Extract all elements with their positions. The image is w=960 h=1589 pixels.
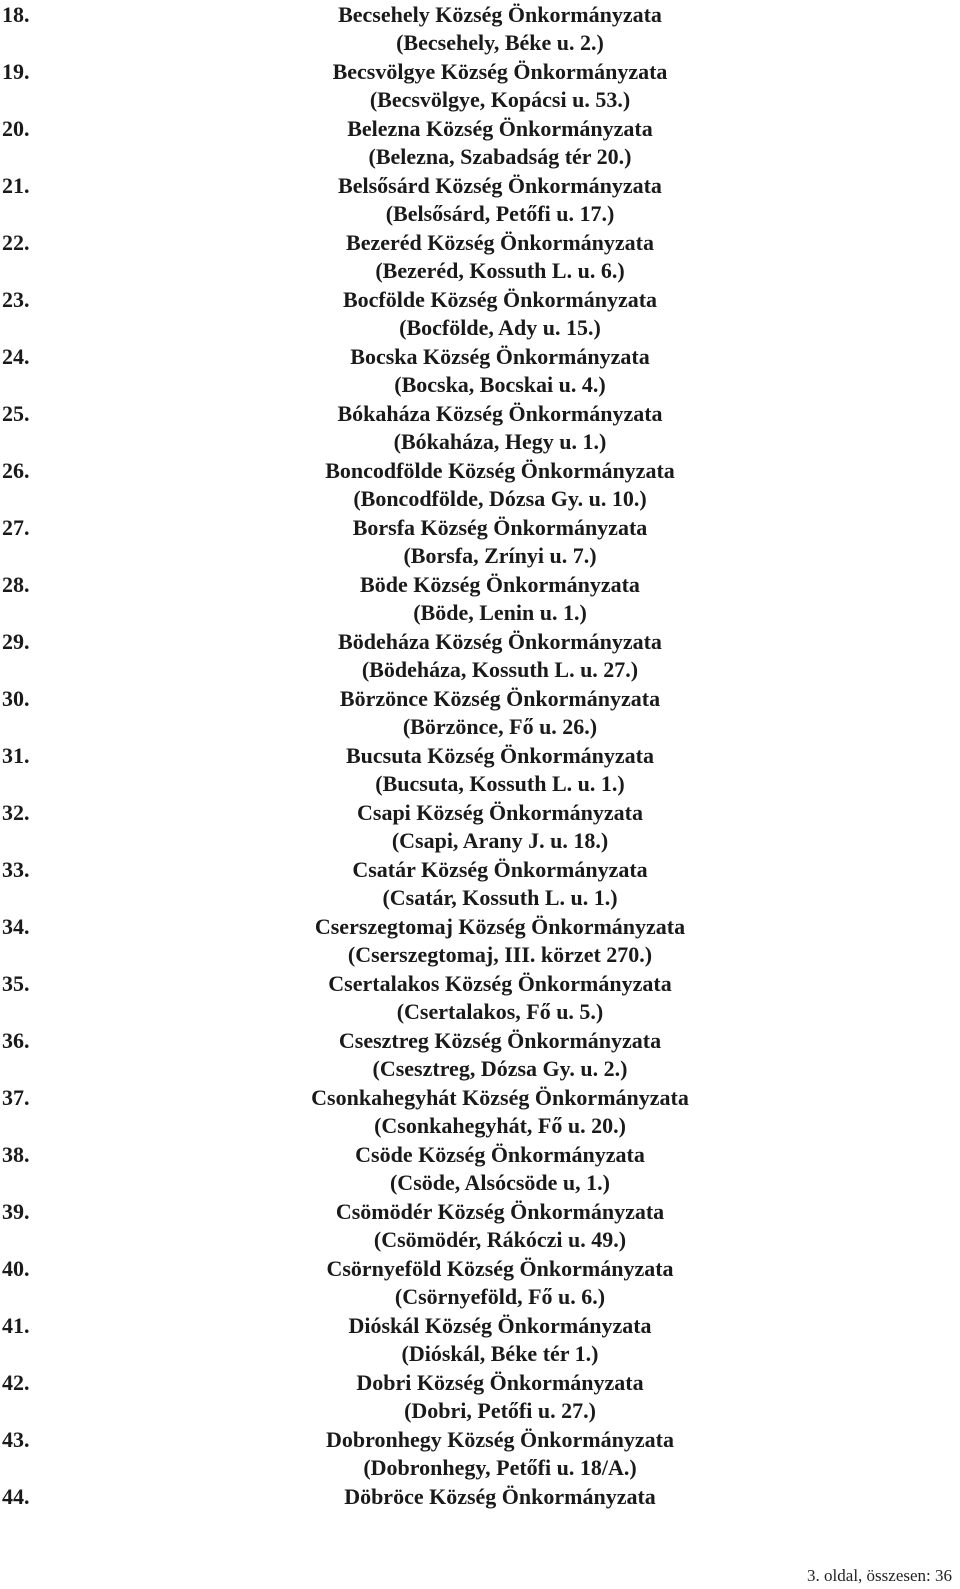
municipality-address: (Belsősárd, Petőfi u. 17.) (385, 201, 615, 226)
municipality-name: Bödeháza Község Önkormányzata (338, 629, 662, 654)
entry-number: 23. (2, 287, 30, 312)
municipality-name: Csonkahegyhát Község Önkormányzata (311, 1085, 689, 1110)
municipality-address: (Bókaháza, Hegy u. 1.) (393, 429, 607, 454)
municipality-name: Bocfölde Község Önkormányzata (342, 287, 658, 312)
entry-number: 40. (2, 1256, 30, 1281)
municipality-address: (Becsehely, Béke u. 2.) (396, 30, 604, 55)
entry-number: 27. (2, 515, 30, 540)
municipality-address: (Bezeréd, Kossuth L. u. 6.) (375, 258, 625, 283)
municipality-address: (Csörnyeföld, Fő u. 6.) (394, 1284, 606, 1309)
entry-number: 37. (2, 1085, 30, 1110)
municipality-address: (Bucsuta, Kossuth L. u. 1.) (375, 771, 625, 796)
entry-number: 18. (2, 2, 30, 27)
list-item (0, 1027, 960, 1084)
municipality-name: Borsfa Község Önkormányzata (352, 515, 648, 540)
entry-number: 34. (2, 914, 30, 939)
page-footer: 3. oldal, összesen: 36 (807, 1566, 952, 1585)
entry-number: 30. (2, 686, 30, 711)
list-item (0, 628, 960, 685)
municipality-address: (Csatár, Kossuth L. u. 1.) (382, 885, 618, 910)
list-item (0, 913, 960, 970)
municipality-name: Csapi Község Önkormányzata (357, 800, 643, 825)
municipality-address: (Csöde, Alsócsöde u, 1.) (389, 1170, 610, 1195)
list-item (0, 685, 960, 742)
list-item (0, 799, 960, 856)
municipality-name: Börzönce Község Önkormányzata (339, 686, 661, 711)
municipality-address: (Dobri, Petőfi u. 27.) (404, 1398, 596, 1423)
municipality-address: (Csömödér, Rákóczi u. 49.) (373, 1227, 627, 1252)
municipality-address: (Böde, Lenin u. 1.) (413, 600, 587, 625)
list-item (0, 514, 960, 571)
municipality-name: Bezeréd Község Önkormányzata (346, 230, 654, 255)
entry-number: 32. (2, 800, 30, 825)
municipality-name: Dobri Község Önkormányzata (356, 1370, 644, 1395)
municipality-name: Csörnyeföld Község Önkormányzata (326, 1256, 674, 1281)
list-item (0, 970, 960, 1027)
municipality-address: (Borsfa, Zrínyi u. 7.) (403, 543, 597, 568)
municipality-name: Csertalakos Község Önkormányzata (328, 971, 672, 996)
entry-number: 31. (2, 743, 30, 768)
entry-number: 26. (2, 458, 30, 483)
municipality-address: (Belezna, Szabadság tér 20.) (368, 144, 632, 169)
municipality-address: (Boncodfölde, Dózsa Gy. u. 10.) (353, 486, 647, 511)
municipality-address: (Csesztreg, Dózsa Gy. u. 2.) (372, 1056, 628, 1081)
municipality-address: (Cserszegtomaj, III. körzet 270.) (347, 942, 653, 967)
list-item (0, 1, 960, 58)
list-item (0, 115, 960, 172)
municipality-name: Dióskál Község Önkormányzata (348, 1313, 652, 1338)
municipality-address: (Csapi, Arany J. u. 18.) (391, 828, 609, 853)
list-item (0, 343, 960, 400)
list-item (0, 742, 960, 799)
municipality-name: Bókaháza Község Önkormányzata (337, 401, 663, 426)
municipality-address: (Dobronhegy, Petőfi u. 18/A.) (363, 1455, 637, 1480)
municipality-name: Belsősárd Község Önkormányzata (338, 173, 662, 198)
list-item (0, 58, 960, 115)
list-item (0, 1084, 960, 1141)
entry-number: 43. (2, 1427, 30, 1452)
entry-number: 41. (2, 1313, 30, 1338)
municipality-address: (Börzönce, Fő u. 26.) (402, 714, 598, 739)
municipality-name: Boncodfölde Község Önkormányzata (325, 458, 675, 483)
list-item (0, 229, 960, 286)
list-item (0, 1426, 960, 1483)
entry-number: 29. (2, 629, 30, 654)
entry-number: 39. (2, 1199, 30, 1224)
entry-number: 28. (2, 572, 30, 597)
entry-number: 24. (2, 344, 30, 369)
list-item (0, 457, 960, 514)
municipality-address: (Csertalakos, Fő u. 5.) (396, 999, 604, 1024)
list-item (0, 286, 960, 343)
municipality-name: Csatár Község Önkormányzata (352, 857, 648, 882)
entry-number: 19. (2, 59, 30, 84)
municipality-name: Csömödér Község Önkormányzata (335, 1199, 665, 1224)
municipality-name: Cserszegtomaj Község Önkormányzata (314, 914, 686, 939)
list-item (0, 172, 960, 229)
entry-number: 33. (2, 857, 30, 882)
list-item (0, 1198, 960, 1255)
list-item (0, 1141, 960, 1198)
entry-number: 25. (2, 401, 30, 426)
municipality-name: Belezna Község Önkormányzata (347, 116, 653, 141)
municipality-name: Böde Község Önkormányzata (360, 572, 640, 597)
municipality-address: (Bödeháza, Kossuth L. u. 27.) (361, 657, 639, 682)
municipality-name: Bocska Község Önkormányzata (350, 344, 650, 369)
municipality-name: Becsvölgye Község Önkormányzata (332, 59, 668, 84)
municipality-address: (Bocska, Bocskai u. 4.) (394, 372, 606, 397)
entry-number: 36. (2, 1028, 30, 1053)
entry-number: 21. (2, 173, 30, 198)
entry-number: 42. (2, 1370, 30, 1395)
municipality-address: (Becsvölgye, Kopácsi u. 53.) (369, 87, 631, 112)
entry-number: 38. (2, 1142, 30, 1167)
list-item (0, 1483, 960, 1540)
municipality-name: Becsehely Község Önkormányzata (338, 2, 662, 27)
list-item (0, 1312, 960, 1369)
municipality-name: Dobronhegy Község Önkormányzata (326, 1427, 674, 1452)
municipality-address: (Csonkahegyhát, Fő u. 20.) (374, 1113, 626, 1138)
municipality-name: Bucsuta Község Önkormányzata (346, 743, 654, 768)
list-item (0, 400, 960, 457)
list-item (0, 1255, 960, 1312)
entry-number: 44. (2, 1484, 30, 1509)
municipality-address: (Dióskál, Béke tér 1.) (401, 1341, 599, 1366)
list-item (0, 571, 960, 628)
municipality-name: Döbröce Község Önkormányzata (344, 1484, 656, 1509)
municipality-name: Csesztreg Község Önkormányzata (338, 1028, 662, 1053)
entry-number: 35. (2, 971, 30, 996)
municipality-name: Csöde Község Önkormányzata (355, 1142, 645, 1167)
municipality-address: (Bocfölde, Ady u. 15.) (399, 315, 601, 340)
list-item (0, 856, 960, 913)
list-item (0, 1369, 960, 1426)
entry-number: 22. (2, 230, 30, 255)
entry-number: 20. (2, 116, 30, 141)
municipality-list (0, 1, 960, 1540)
